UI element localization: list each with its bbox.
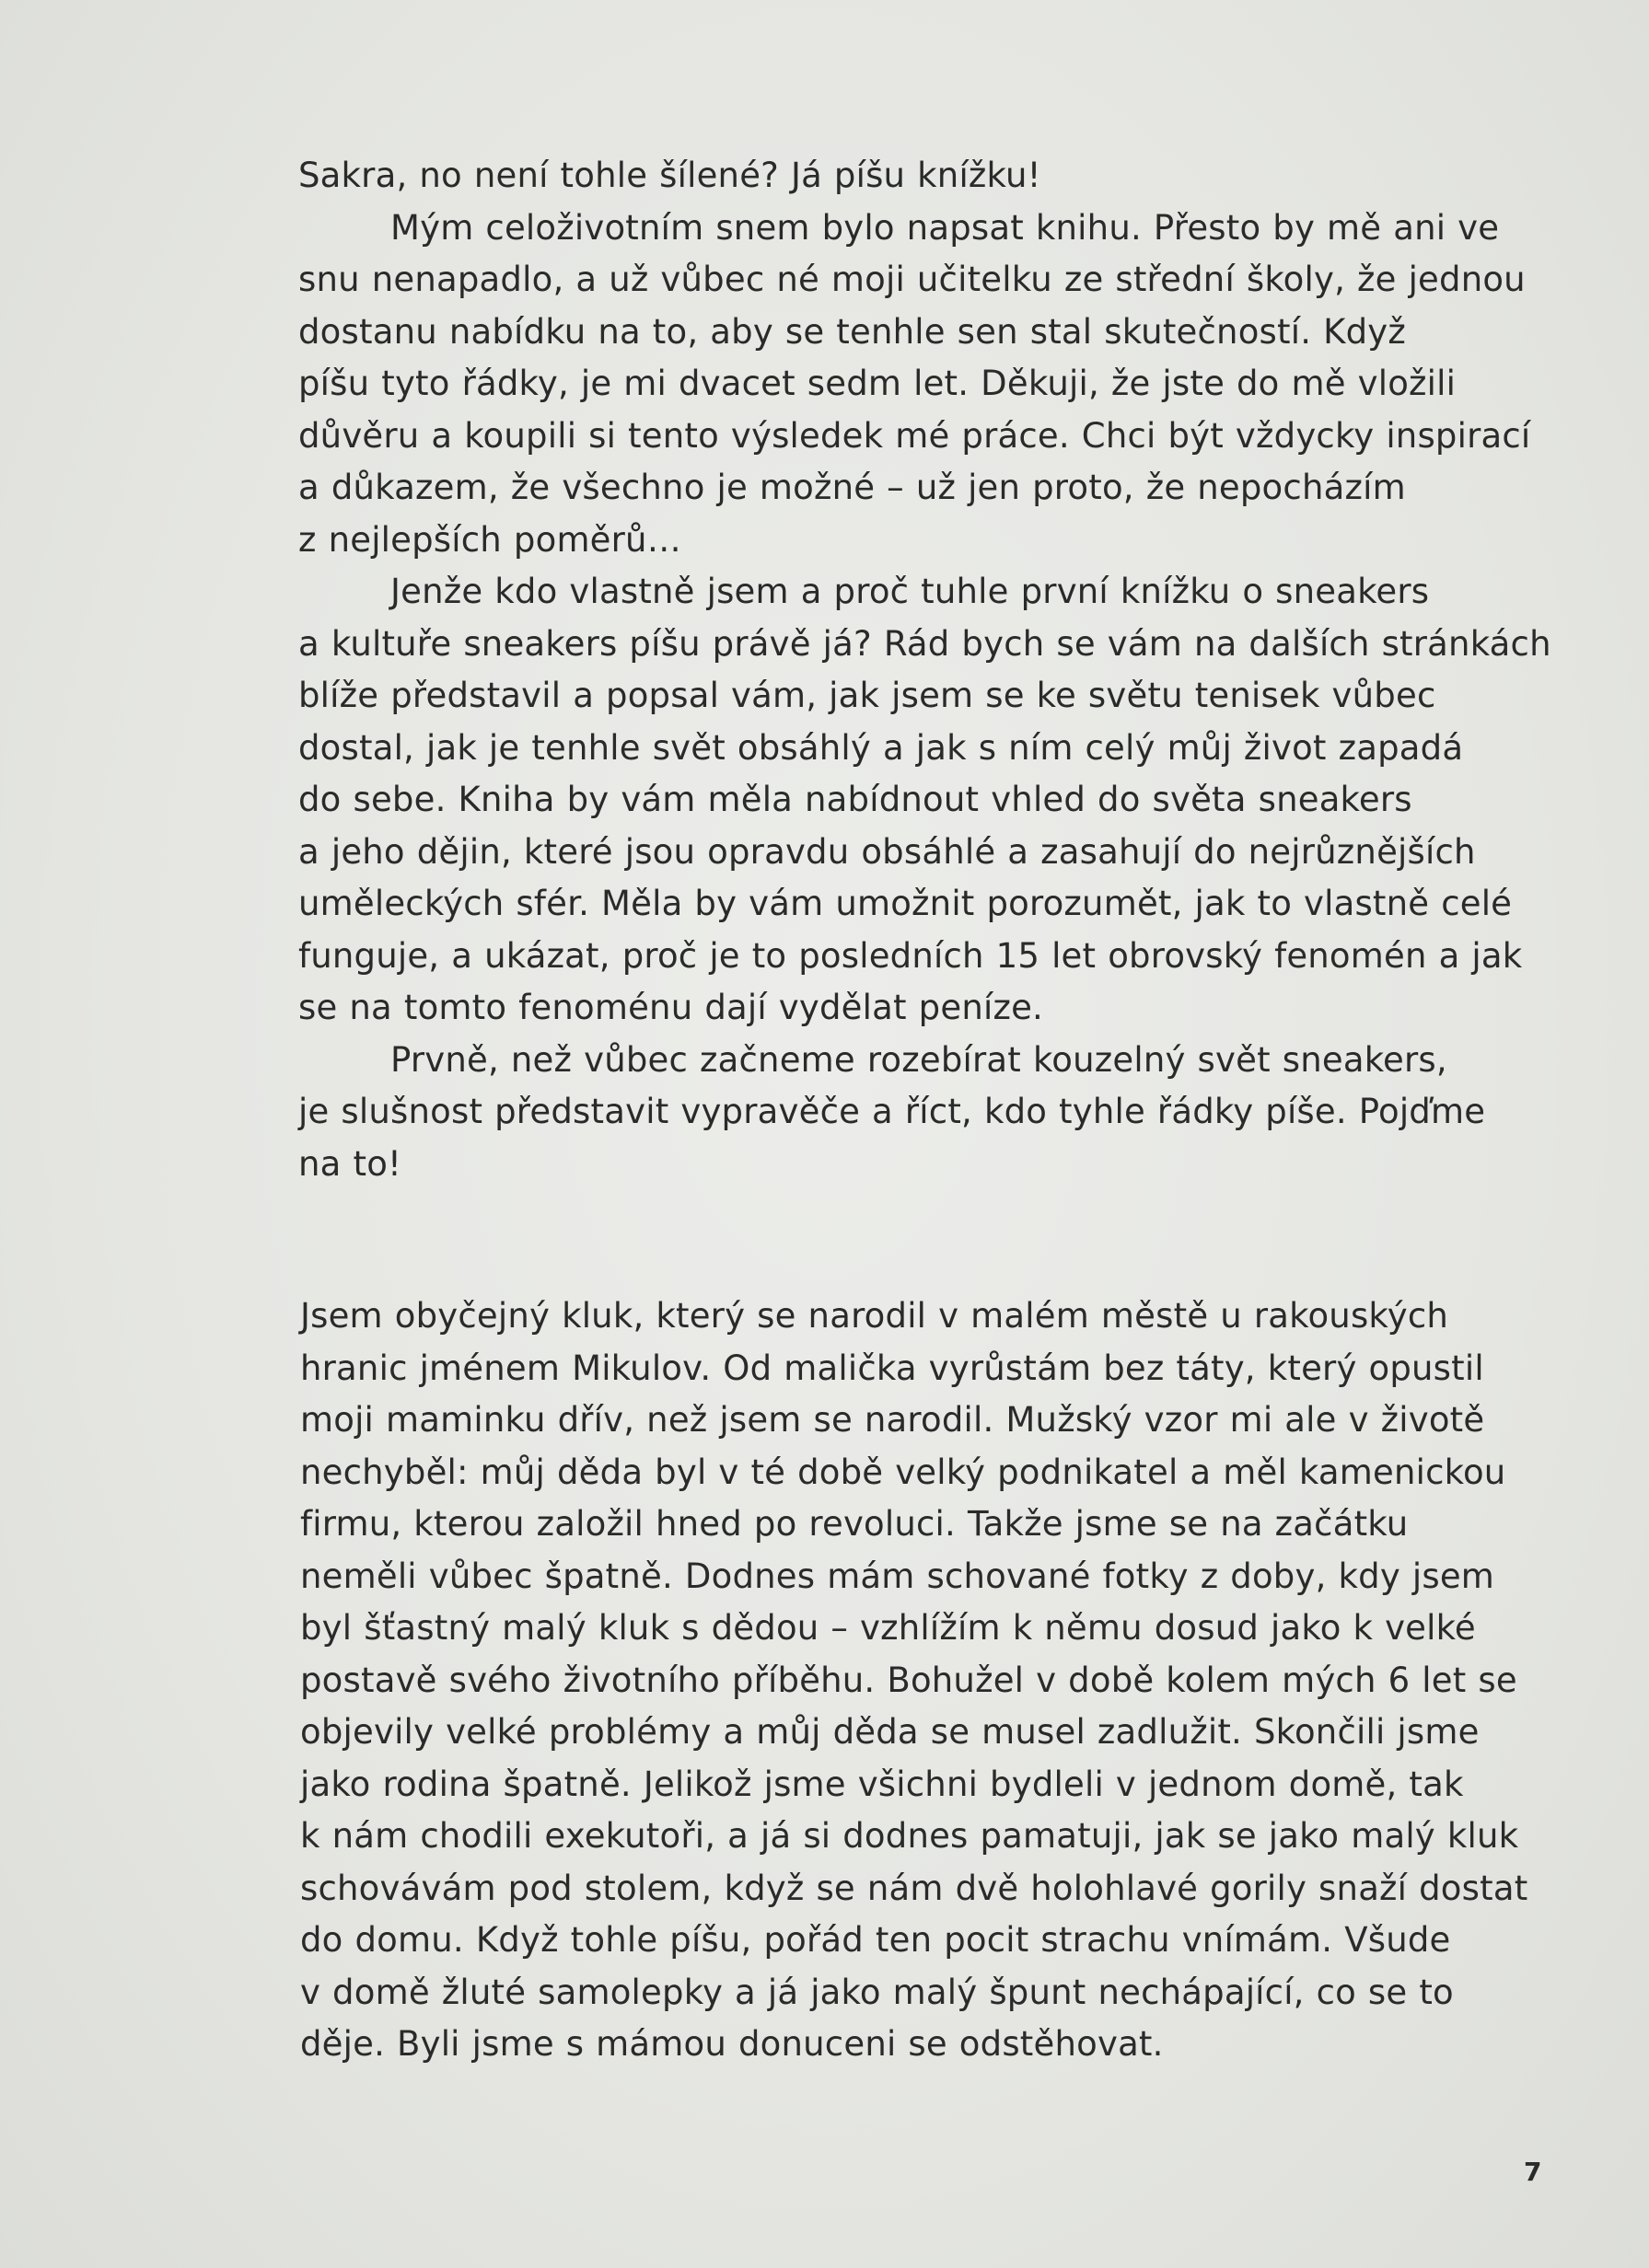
text-line: je slušnost představit vypravěče a říct, kdo tyhle řádky píše. Pojďme bbox=[298, 1092, 1486, 1131]
text-line: k nám chodili exekutoři, a já si dodnes pamatuji, jak se jako malý kluk bbox=[300, 1816, 1519, 1856]
text-line: důvěru a koupili si tento výsledek mé práce. Chci být vždycky inspirací bbox=[298, 415, 1531, 456]
paragraph-first-line: Prvně, než vůbec začneme rozebírat kouzelný svět sneakers, bbox=[390, 1039, 1447, 1080]
text-line: uměleckých sfér. Měla by vám umožnit porozumět, jak to vlastně celé bbox=[298, 884, 1513, 923]
paragraph-first-line: Jenže kdo vlastně jsem a proč tuhle první knížku o sneakers bbox=[390, 572, 1430, 611]
text-line: moji maminku dřív, než jsem se narodil. Mužský vzor mi ale v životě bbox=[300, 1400, 1485, 1440]
text-line: snu nenapadlo, a už vůbec né moji učitelku ze střední školy, že jednou bbox=[298, 260, 1526, 299]
text-line: do sebe. Kniha by vám měla nabídnout vhled do světa sneakers bbox=[298, 780, 1412, 819]
text-line: a jeho dějin, které jsou opravdu obsáhlé a zasahují do nejrůznějších bbox=[298, 831, 1476, 872]
text-line: hranic jménem Mikulov. Od malička vyrůstám bez táty, který opustil bbox=[300, 1348, 1484, 1388]
text-line: jako rodina špatně. Jelikož jsme všichni bydleli v jednom domě, tak bbox=[300, 1764, 1464, 1804]
text-section-intro bbox=[298, 150, 1569, 1190]
text-line: dostanu nabídku na to, aby se tenhle sen stal skutečností. Když bbox=[298, 311, 1406, 352]
text-line: dostal, jak je tenhle svět obsáhlý a jak s ním celý můj život zapadá bbox=[298, 727, 1464, 768]
text-line: blíže představil a popsal vám, jak jsem se ke světu tenisek vůbec bbox=[298, 676, 1436, 715]
text-line: Jsem obyčejný kluk, který se narodil v malém městě u rakouských bbox=[300, 1296, 1449, 1336]
text-line: postavě svého životního příběhu. Bohužel v době kolem mých 6 let se bbox=[300, 1660, 1517, 1700]
text-line: Sakra, no není tohle šílené? Já píšu knížku! bbox=[298, 156, 1041, 195]
page-number: 7 bbox=[1524, 2157, 1542, 2187]
text-line: neměli vůbec špatně. Dodnes mám schované fotky z doby, kdy jsem bbox=[300, 1556, 1495, 1596]
text-line: byl šťastný malý kluk s dědou – vzhlížím k němu dosud jako k velké bbox=[300, 1608, 1476, 1648]
text-line: objevily velké problémy a můj děda se musel zadlužit. Skončili jsme bbox=[300, 1712, 1480, 1752]
text-line: na to! bbox=[298, 1143, 402, 1184]
text-line: se na tomto fenoménu dají vydělat peníze. bbox=[298, 988, 1043, 1027]
text-line: z nejlepších poměrů… bbox=[298, 519, 681, 560]
text-section-story bbox=[300, 1290, 1571, 2071]
text-line: schovávám pod stolem, když se nám dvě holohlavé gorily snaží dostat bbox=[300, 1868, 1528, 1908]
text-line: funguje, a ukázat, proč je to posledních 15 let obrovský fenomén a jak bbox=[298, 935, 1523, 976]
text-line: píšu tyto řádky, je mi dvacet sedm let. Děkuji, že jste do mě vložili bbox=[298, 364, 1457, 403]
text-line: děje. Byli jsme s mámou donuceni se odstěhovat. bbox=[300, 2024, 1164, 2064]
text-line: do domu. Když tohle píšu, pořád ten pocit strachu vnímám. Všude bbox=[300, 1920, 1451, 1960]
text-line: a kultuře sneakers píšu právě já? Rád bych se vám na dalších stránkách bbox=[298, 623, 1551, 664]
text-line: v domě žluté samolepky a já jako malý špunt nechápající, co se to bbox=[300, 1972, 1454, 2012]
text-line: firmu, kterou založil hned po revoluci. Takže jsme se na začátku bbox=[300, 1504, 1409, 1544]
paragraph-first-line: Mým celoživotním snem bylo napsat knihu. Přesto by mě ani ve bbox=[390, 207, 1500, 248]
text-line: a důkazem, že všechno je možné – už jen proto, že nepocházím bbox=[298, 468, 1406, 507]
text-line: nechyběl: můj děda byl v té době velký podnikatel a měl kamenickou bbox=[300, 1452, 1506, 1492]
